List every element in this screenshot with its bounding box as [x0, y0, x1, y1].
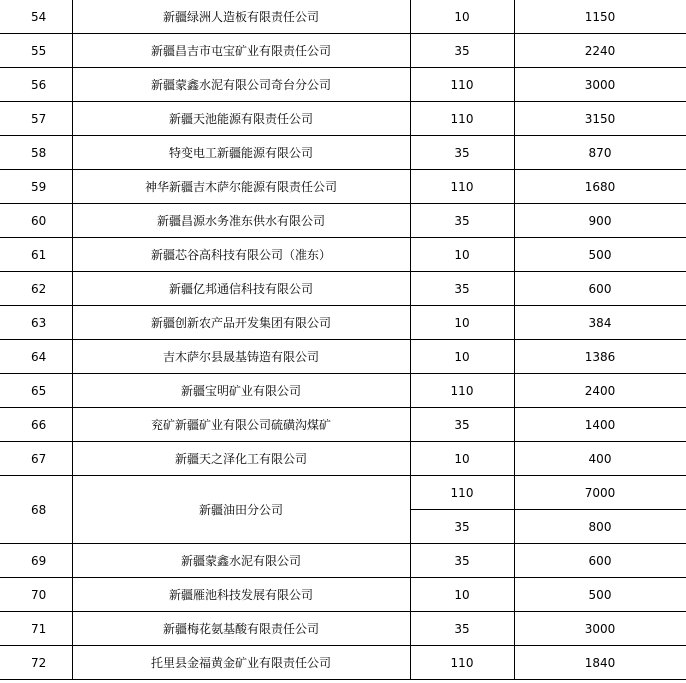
table-row: [0, 306, 686, 340]
table-row: [0, 442, 686, 476]
capacity-cell: 3000: [514, 68, 686, 102]
row-number-cell: 58: [0, 136, 72, 170]
table-row: [0, 68, 686, 102]
table-row: [0, 238, 686, 272]
voltage-kv-cell: 35: [410, 612, 514, 646]
voltage-kv-cell: 110: [410, 102, 514, 136]
row-number-cell: 61: [0, 238, 72, 272]
voltage-kv-cell: 35: [410, 272, 514, 306]
table-row: [0, 578, 686, 612]
row-number-cell: 56: [0, 68, 72, 102]
table-row: [0, 544, 686, 578]
capacity-cell: 1680: [514, 170, 686, 204]
table-row: [0, 646, 686, 680]
table-row: [0, 476, 686, 510]
company-name-cell: 兖矿新疆矿业有限公司硫磺沟煤矿: [72, 408, 410, 442]
company-name-cell: 吉木萨尔县晟基铸造有限公司: [72, 340, 410, 374]
company-name-cell: 特变电工新疆能源有限公司: [72, 136, 410, 170]
company-name-cell: 新疆亿邦通信科技有限公司: [72, 272, 410, 306]
capacity-cell: 2400: [514, 374, 686, 408]
capacity-cell: 7000: [514, 476, 686, 510]
row-number-cell: 72: [0, 646, 72, 680]
voltage-kv-cell: 35: [410, 34, 514, 68]
company-name-cell: 新疆昌源水务准东供水有限公司: [72, 204, 410, 238]
row-number-cell: 55: [0, 34, 72, 68]
voltage-kv-cell: 35: [410, 204, 514, 238]
table-row: [0, 272, 686, 306]
capacity-cell: 1840: [514, 646, 686, 680]
capacity-cell: 600: [514, 272, 686, 306]
voltage-kv-cell: 35: [410, 544, 514, 578]
table-row: [0, 170, 686, 204]
capacity-cell: 3150: [514, 102, 686, 136]
capacity-cell: 800: [514, 510, 686, 544]
capacity-cell: 1150: [514, 0, 686, 34]
capacity-cell: 1386: [514, 340, 686, 374]
row-number-cell: 68: [0, 476, 72, 544]
table-row: [0, 340, 686, 374]
voltage-kv-cell: 10: [410, 578, 514, 612]
voltage-kv-cell: 110: [410, 374, 514, 408]
table-row: [0, 102, 686, 136]
voltage-kv-cell: 10: [410, 0, 514, 34]
row-number-cell: 66: [0, 408, 72, 442]
company-name-cell: 托里县金福黄金矿业有限责任公司: [72, 646, 410, 680]
row-number-cell: 57: [0, 102, 72, 136]
row-number-cell: 62: [0, 272, 72, 306]
capacity-cell: 870: [514, 136, 686, 170]
row-number-cell: 69: [0, 544, 72, 578]
voltage-kv-cell: 110: [410, 170, 514, 204]
row-number-cell: 67: [0, 442, 72, 476]
company-name-cell: 新疆天之泽化工有限公司: [72, 442, 410, 476]
row-number-cell: 71: [0, 612, 72, 646]
row-number-cell: 54: [0, 0, 72, 34]
table-row: [0, 374, 686, 408]
voltage-kv-cell: 10: [410, 306, 514, 340]
company-name-cell: 新疆创新农产品开发集团有限公司: [72, 306, 410, 340]
row-number-cell: 65: [0, 374, 72, 408]
company-name-cell: 新疆蒙鑫水泥有限公司: [72, 544, 410, 578]
capacity-cell: 900: [514, 204, 686, 238]
company-name-cell: 新疆雁池科技发展有限公司: [72, 578, 410, 612]
capacity-cell: 400: [514, 442, 686, 476]
row-number-cell: 59: [0, 170, 72, 204]
table-row: [0, 0, 686, 34]
row-number-cell: 60: [0, 204, 72, 238]
voltage-kv-cell: 35: [410, 136, 514, 170]
capacity-cell: 500: [514, 238, 686, 272]
company-name-cell: 新疆绿洲人造板有限责任公司: [72, 0, 410, 34]
table-row: [0, 34, 686, 68]
company-name-cell: 新疆油田分公司: [72, 476, 410, 544]
voltage-kv-cell: 35: [410, 510, 514, 544]
voltage-kv-cell: 10: [410, 340, 514, 374]
company-name-cell: 新疆蒙鑫水泥有限公司奇台分公司: [72, 68, 410, 102]
voltage-kv-cell: 110: [410, 646, 514, 680]
capacity-cell: 384: [514, 306, 686, 340]
capacity-cell: 1400: [514, 408, 686, 442]
row-number-cell: 64: [0, 340, 72, 374]
row-number-cell: 70: [0, 578, 72, 612]
table-row: [0, 204, 686, 238]
voltage-kv-cell: 10: [410, 442, 514, 476]
table-row: [0, 136, 686, 170]
company-name-cell: 神华新疆吉木萨尔能源有限责任公司: [72, 170, 410, 204]
company-name-cell: 新疆梅花氨基酸有限责任公司: [72, 612, 410, 646]
capacity-cell: 3000: [514, 612, 686, 646]
company-name-cell: 新疆芯谷高科技有限公司（准东）: [72, 238, 410, 272]
company-name-cell: 新疆天池能源有限责任公司: [72, 102, 410, 136]
table-row: [0, 612, 686, 646]
table-row: [0, 408, 686, 442]
voltage-kv-cell: 35: [410, 408, 514, 442]
company-name-cell: 新疆宝明矿业有限公司: [72, 374, 410, 408]
row-number-cell: 63: [0, 306, 72, 340]
voltage-kv-cell: 10: [410, 238, 514, 272]
capacity-cell: 600: [514, 544, 686, 578]
capacity-cell: 500: [514, 578, 686, 612]
voltage-kv-cell: 110: [410, 68, 514, 102]
voltage-kv-cell: 110: [410, 476, 514, 510]
capacity-cell: 2240: [514, 34, 686, 68]
company-name-cell: 新疆昌吉市屯宝矿业有限责任公司: [72, 34, 410, 68]
